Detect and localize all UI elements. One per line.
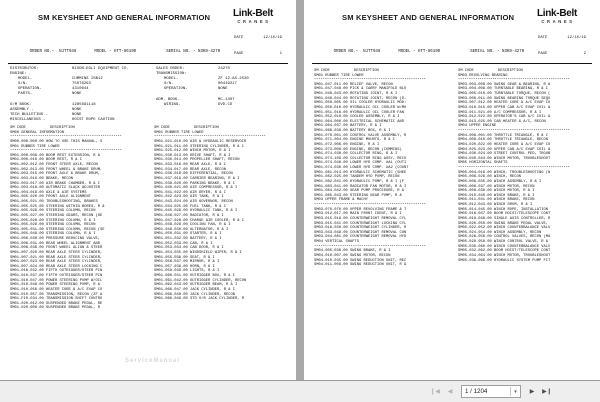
listing-entry: SM05-004-016.00 WINCH, TROUBLESHOOTING (N [458, 170, 551, 175]
page-1-order-line [8, 43, 288, 61]
listing-entry: SM01-054-035.00 WINDSHIELD WIPER, R & I [154, 250, 242, 255]
listing-entry: SM01-041-022.00 AIR DRYER, R & I [154, 190, 227, 195]
listing-entry: SM01-007-021.00 REAR AXLE STEER CYLINDER, [10, 255, 103, 260]
listing-entry: SM05-018-049.00 SINGLE AXIS CONTROLLER, R [458, 216, 551, 221]
page-separator [296, 0, 304, 380]
listing-entry: SM03-013-025.00 CAB HEATER & A/C, RECON [458, 119, 546, 124]
listing-entry: SM03-044-081.00 COUNTERWEIGHT REMOVAL HYD [314, 235, 407, 240]
machine-info-left [8, 67, 150, 123]
column-header-description: DESCRIPTION [194, 126, 219, 131]
listing-entry: SM01-064-000.00 ELECTRICAL SCHEMATIC AND [314, 119, 405, 124]
listing-entry: SM01-085-043.00 STEERING GEAR PUMP, R & [314, 193, 402, 198]
date-value: 12/10/19 [567, 36, 586, 41]
listing-entry: SM01-005-020.00 FRONT AXLE ALIGNMENT [10, 195, 92, 200]
info-value: NONE [218, 87, 228, 92]
logo-tagline: CRANES [541, 19, 575, 24]
listing-entry: SM05-024-054.00 WINCH ASSEMBLY, RECON [458, 230, 542, 235]
listing-entry: SM01-061-042.00 OUTRIGGER CYLINDER, RECON [154, 278, 247, 283]
logo-wordmark: Link-Belt [536, 8, 578, 19]
listing-entry: SM04-030-024.00 STREET CONTROL PED, TROUB [458, 152, 551, 157]
listing-entry: SM04-040-044.00 WINCH MOTOR, TROUBLESHOOT [458, 156, 551, 161]
listing-entry: SM01-050-031.00 STARTER, R & I [154, 232, 222, 237]
listing-entry: SM01-005-031.00 STEERING COLUMN, RECON (SE [10, 227, 105, 232]
listing-entry: SM01-048-044.00 ROTATING JOINT, RECON (D- [314, 96, 407, 101]
listing-entry: SM01-005-027.00 STEERING GEARS, RECON (SE [10, 213, 103, 218]
page-number-value: 1 [279, 52, 282, 57]
listing-entry: SM04-025-023.00 UPPER CAB A/C EVAP COIL & [458, 147, 551, 152]
listing-entry: SM01-020-012.00 SUSPENDED BRAKE PEDAL, RE [10, 301, 103, 306]
column-header-code: SM CODE [10, 126, 26, 131]
listing-entry: SM03-006-011.00 SWING BEARING TORQUE SEQU [458, 96, 551, 101]
listing-entry: SM01-010-032.00 FIFTH OUTRIGGER/STEER PIN [10, 269, 103, 274]
listing-entry: SM01-047-048.00 PICK & CARRY MANIFOLD BLO [314, 87, 407, 92]
listing-entry: SM04-008-010.00 THROTTLE TRIANGLE, RECON [458, 138, 549, 143]
listing-entry: SM01-046-027.00 RADIATOR, R & I [154, 213, 224, 218]
listing-entry: SM01-005-025.00 STEERING WITHIN BORES, R & [10, 204, 105, 209]
order-number: ORDER NO.- NJTT946 [333, 50, 381, 54]
listing-entry: SM01-073-008.00 ENGINE, RECON (CUMMINS) [314, 147, 402, 152]
column-header-description: DESCRIPTION [498, 69, 523, 73]
info-value: CUMMINS ISB12 [72, 77, 103, 82]
listing-entry: SM04-020-022.00 HEATER CORE & A/C EVAP CO [458, 142, 551, 147]
machine-info-block [8, 67, 288, 123]
listing-entry: SM01-040-021.00 AIR COMPRESSOR, R & I [154, 186, 238, 191]
listing-section-title: SM01 RUBBER TIRE LOWER [10, 144, 60, 149]
info-value: HOIST ROPE CAUTION [72, 117, 115, 122]
chevron-down-icon[interactable]: ▾ [510, 387, 520, 396]
listing-entry: SM01-072-006.00 ENGINE, R & I [314, 142, 380, 147]
listing-entry: SM01-050-005.00 OIL COOLER HYDRAULIC MOD: [314, 101, 407, 106]
page-number-label: PAGE [538, 52, 548, 57]
listing-section-title: SM03 REVOLVING BEARING [458, 73, 508, 78]
next-page-button[interactable]: ▶ [526, 386, 538, 397]
page-title: SM KEYSHEET AND GENERAL INFORMATION [38, 13, 211, 22]
listing-entry: SM05-034-064.00 WINCH MOTOR, TROUBLESHOOT [458, 253, 551, 258]
listing-entry: SM01-052-018.00 COOLER ASSEMBLY, R & I [314, 115, 400, 120]
info-label: S/N- [164, 82, 174, 87]
listing-entry: SM01-010-056.00 HEATER CORE & A/C EVAP CO [10, 287, 103, 292]
listing-entry: SM01-070-001.00 CONTROL VALVE ASSEMBLY, R [314, 133, 407, 138]
listing-entry: SM01-037-019.00 CARRIER BEARING, R & I [154, 176, 240, 181]
listing-entry: SM01-038-020.00 PARKING BRAKE, R & I [154, 181, 236, 186]
listing-entry: SM01-021-011.00 STEERING CYLINDER, R & I [154, 144, 245, 149]
listing-entry: SM05-006-035.00 WINCH ASSEMBLY, R & I [458, 179, 542, 184]
document-page-1 [0, 0, 296, 380]
info-row [156, 103, 296, 108]
logo-wordmark: Link-Belt [232, 8, 274, 19]
info-label: SALES ORDER: [156, 67, 185, 71]
listing-entry: SM04-008-001.00 THROTTLE TRIANGLE, R & I [458, 133, 549, 138]
listing-entry: SM04-011-009.00 SWING REDUCTION UNIT, R & [314, 263, 407, 268]
listing-entry: SM01-081-014.00 HYDRAULIC SCHEMATIC (SHEE [314, 170, 407, 175]
listing-entry: SM05-016-047.00 BOOM HOIST/TELESCOPE CONT [458, 212, 551, 217]
column-header-code: SM CODE [458, 69, 474, 73]
listing-section-divider: **************************************************** [314, 244, 426, 249]
listing-entry: SM01-082-025.00 TANDEM HYD PUMP, RECON [314, 175, 400, 180]
logo-tagline: CRANES [237, 19, 271, 24]
listing-entry: SM05-012-043.00 WINCH DRUM, R & I [458, 203, 533, 208]
listing-entry: SM01-006-031.00 REAR WHEEL ALIGNMENT AND [10, 241, 101, 246]
listing-entry: SM01-036-018.00 DIFFERENTIAL, RECON [154, 172, 233, 177]
fit-page-icon[interactable] [578, 386, 590, 397]
listing-entry: SM05-036-066.00 HYDRAULIC SYSTEM PUMP FIT [458, 258, 551, 263]
listing-entry: SM03-007-012.00 HEATER CORE & A/C EVAP CO [458, 101, 551, 106]
listing-entry: SM01-074-030.00 LOWER HYD COMP. #A2 (COUNT [314, 166, 409, 171]
info-label: ENGINE: [10, 72, 27, 77]
info-label: MODEL- [164, 77, 179, 82]
listing-section-divider: **************************************************** [154, 135, 266, 140]
listing-entry: SM03-012-022.00 OPERATOR'S CAB A/C COIL & [458, 115, 551, 120]
listing-entry: SM01-F10-034.00 TRANSMISSION SHIFT CONTRO [10, 297, 103, 302]
info-value: 24270 [218, 67, 230, 71]
listing-entry: SM01-003-015.00 FRONT AXLE & BRAKE DRUM, [10, 172, 101, 177]
info-label: OPERATION- [18, 87, 42, 92]
listing-entry: SM01-005-029.00 STEERING COLUMN, RECON [10, 223, 96, 228]
listing-entry: SM01-003-018.00 AUTOMATIC SLACK ADJUSTER [10, 186, 101, 191]
listing-entry: SM01-083-041.00 RADIATOR FAN MOTOR, R & I [314, 184, 407, 189]
listing-entry: SM01-005-048.00 STEERING COLUMN, R & I [10, 232, 96, 237]
info-value: NONE [72, 92, 82, 97]
listing-entry: SM00-000-000.00 HOW TO USE THIS MANUAL, S [10, 139, 103, 144]
listing-section-title: SM03 UPPER FRAME & MACHY [314, 198, 369, 203]
listing-entry: SM01-005-026.00 STEERING COLUMN, RECON [10, 209, 96, 214]
listing-entry: SM01-084-042.00 GEAR PUMP PROCEDURE, R & [314, 189, 405, 194]
listing-entry: SM01-021-010.00 AIR & HYDRAULIC RESERVOIR [154, 139, 247, 144]
date-label: DATE [234, 36, 244, 41]
listing-section-title: SM05 HORIZONTAL SHAFTS [458, 161, 508, 166]
listing-entry: SM01-044-025.00 FUEL TANK, R & I [154, 204, 227, 209]
listing-entry: SM01-047-028.00 CHARGE AIR COOLER, R & I [154, 218, 245, 223]
info-label: O/M BOOK- [10, 102, 32, 107]
listing-section-title: SM04 VERTICAL SHAFTS [314, 240, 360, 245]
listing-entry: SM01-064-037.00 BATTERY, R & I [314, 124, 382, 129]
listing-entry: SM04-005-036.00 SWING BRAKE, R & I [314, 249, 391, 254]
info-label: MISCELLANEOUS - [10, 117, 46, 122]
listing-entry: SM01-006-030.00 PRESSURE REDUCING VALVE, [10, 237, 101, 241]
listing-entry: SM01-060-041.00 OUTRIGGER BOX, R & I [154, 274, 236, 279]
listing-entry: SM01-074-046.00 LOWER HYD COMP. #A1 (OUTI [314, 161, 407, 166]
listing-entry: SM01-066-049.00 STD O/R JACK CYLINDER, R [154, 297, 245, 302]
listing-entry: SM01-055-036.00 SEAT, R & I [154, 255, 215, 260]
listing-entry: SM05-030-060.00 WINCH COUNTERBALANCE VALV [458, 244, 551, 249]
listing-entry: SM01-010-057.00 TRANSMISSION, RECON (ZF A [10, 292, 103, 297]
listing-column-left [8, 126, 148, 311]
date-label: DATE [538, 36, 548, 41]
listing-entry: SM01-047-011.00 RELIEF VALVE, RECON [314, 82, 393, 87]
info-value: MC-1407 [218, 97, 235, 102]
listing-entry: SM05-020-050.00 SWING BRAKE PEDAL VALVE, [458, 221, 549, 226]
watermark: ServiceManual [125, 358, 181, 364]
info-label: S/N- [18, 82, 28, 87]
listing-entry: SM03-005-010.00 TURNTABLE TORQUE, RECON ( [458, 92, 551, 97]
info-label: PARTS- [18, 92, 33, 97]
listing-section-divider: **************************************************** [314, 203, 426, 208]
listing-entry: SM01-033-016.00 REAR AXLE, R & I [154, 163, 227, 168]
listing-entry: SM01-057-038.00 HORN, R & I [154, 264, 215, 269]
listing-entry: SM01-020-008.00 SUSPENDED BRAKE PEDAL, R [10, 306, 101, 311]
listing-entry: SM01-003-017.00 AIR BRAKE CHAMBER, R & I [10, 181, 101, 186]
info-value: 00419217 [218, 82, 237, 87]
listing-entry: SM01-051-032.00 BATTERY, R & I [154, 237, 222, 242]
listing-entry: SM01-000-008.00 BOOM REST EXTENSION, R & [10, 153, 101, 158]
info-label: OPERATION- [164, 87, 188, 92]
listing-entry: SM01-045-026.00 HYDRAULIC TANK, R & I [154, 209, 238, 214]
page-number-input[interactable] [462, 387, 510, 396]
listing-entry: SM05-028-058.00 WINCH CONTROL VALVE, R & [458, 240, 549, 245]
model-number: MODEL - HTT-86100 [398, 50, 441, 54]
listing-entry: SM01-049-030.00 ALTERNATOR, R & I [154, 227, 229, 232]
first-page-button[interactable]: ❙◀ [429, 386, 441, 397]
serial-number: SERIAL NO. - N3K9-4270 [166, 50, 221, 54]
listing-section-title: SM01 RUBBER TIRE LOWER [314, 73, 364, 78]
listing-entry: SM01-048-029.00 COOLING FAN, R & I [154, 223, 231, 228]
listing-column-right [452, 69, 592, 268]
listing-section-divider: **************************************************** [10, 149, 122, 154]
listing-entry: SM05-014-045.00 WINCH ROPE, INSTALLATION [458, 207, 549, 212]
last-page-button[interactable]: ▶❙ [541, 386, 553, 397]
listing-entry: SM01-053-034.00 CAB DOOR, R & I [154, 246, 224, 251]
column-header-code: SM CODE [154, 126, 170, 131]
listing-entry: SM01-007-020.00 REAR AXLE STEER CYLINDER, [10, 250, 103, 255]
info-value: NONE [72, 107, 82, 112]
listing-entry: SM01-010-037.00 FIFTH OUTRIGGER/STEER PIN [10, 274, 103, 278]
listing-column-right [148, 126, 288, 311]
listing-entry: SM01-042-023.00 AIR TANK, R & I [154, 195, 224, 200]
info-label: MODEL- [18, 77, 33, 82]
listing-entry: SM01-066-047.00 JACK CYLINDER, R & I [154, 287, 236, 292]
info-value: NIXON-EGLI EQUIPMENT CO. [72, 67, 129, 71]
listing-entry: SM03-011-021.00 A/C COMPRESSOR, R & I [458, 110, 542, 115]
info-value: ZF 12-AS-2530 [218, 77, 249, 82]
info-value: DVD-CD [218, 102, 233, 107]
listing-entry: SM01-002-013.00 FRONT WHEEL & BRAKE DRUM, [10, 167, 103, 172]
info-label: ASSEMBLY - [10, 107, 34, 112]
info-value: 4310644 [72, 87, 89, 92]
listing-entry: SM01-003-016.00 BRAKE, RECON [10, 176, 74, 181]
listing-entry: SM05-010-040.00 WINCH BRAKE, R & I [458, 193, 535, 198]
listing-entry: SM01-030-013.00 DRIVE SHAFT, R & I [154, 153, 231, 158]
machine-info-right [150, 67, 296, 123]
listing-entry: SM01-048-043.00 ROTATING JOINT, R & I [314, 92, 398, 97]
listing-entry: SM03-003-008.00 SWING GEAR & BEARING, R & [458, 82, 551, 87]
listing-section-title: SM04 UPPER ENGINE [458, 124, 497, 129]
listing-entry: SM01-062-043.00 OUTRIGGER BEAM, R & I [154, 283, 238, 288]
link-belt-logo [222, 8, 284, 25]
listing-entry: SM05-006-028.00 WINCH, RECON [458, 175, 522, 180]
listing-entry: SM01-056-037.00 MIRROR, R & I [154, 260, 220, 265]
link-belt-logo [526, 8, 588, 25]
listing-entry: SM01-006-036.00 FRONT WHEEL ALIGN & STEER [10, 246, 103, 251]
date-value: 12/10/19 [263, 36, 282, 41]
listing-section-divider: **************************************************** [314, 78, 426, 83]
page-1-code-listing [8, 126, 288, 311]
listing-entry: SM01-066-038.00 BATTERY BOX, R & I [314, 129, 391, 134]
viewer-toolbar [0, 380, 600, 402]
listing-entry: SM01-043-024.00 AIR GOVERNOR, RECON [154, 200, 233, 205]
listing-entry: SM03-012-017.00 MAIN FRONT IDENT, R & I [314, 212, 402, 217]
info-label: ADM. BOOK- [156, 97, 180, 102]
listing-entry: SM01-052-033.00 CAB, R & I [154, 241, 213, 246]
listing-entry: SM03-016-030.00 COUNTERWEIGHT CYLINDER, R [314, 226, 407, 231]
listing-entry: SM01-030-014.00 PROPELLER SHAFT, RECON [154, 158, 240, 163]
listing-entry: SM01-000-010.00 BOOM REST, R & I [10, 158, 83, 163]
listing-section-title: SM00 GENERAL INFORMATION [10, 130, 65, 135]
listing-entry: SM03-010-015.00 UPPER CAB A/C EVAP COIL & [458, 105, 551, 110]
serial-number: SERIAL NO. - N3K9-4270 [470, 50, 525, 54]
listing-entry: SM01-058-039.00 LIGHTS, R & I [154, 269, 220, 274]
document-page-2 [304, 0, 600, 380]
listing-entry: SM03-015-019.00 COUNTERWEIGHT REMOVAL CYL [314, 216, 407, 221]
listing-entry: SM01-005-028.00 STEERING COLUMN, R & I [10, 218, 96, 223]
listing-entry: SM01-034-017.00 REAR AXLE, RECON [154, 167, 227, 172]
order-number: ORDER NO.- NJTT946 [29, 50, 77, 54]
page-2-code-listing [312, 69, 592, 268]
listing-section-divider: **************************************************** [458, 78, 570, 83]
listing-entry: SM01-004-019.00 AXLE & AIR SYSTEMS [10, 190, 87, 195]
info-row [10, 118, 150, 123]
page-number-label: PAGE [234, 52, 244, 57]
listing-section-divider: **************************************************** [458, 129, 570, 134]
listing-entry: SM01-071-004.00 ENGINE MOUNTS, R & I [314, 138, 396, 143]
listing-entry: SM04-010-007.00 SWING MOTOR, RECON [314, 253, 391, 258]
listing-entry: SM03-043-049.00 COUNTERWEIGHT REMOVAL CON [314, 230, 407, 235]
listing-entry: SM03-070-070.00 UPPER REVOLVING FRAME & T [314, 207, 407, 212]
page-title: SM KEYSHEET AND GENERAL INFORMATION [342, 13, 515, 22]
listing-entry: SM01-007-024.00 REAR AXLE STEER LOCKING C [10, 264, 103, 269]
listing-entry: SM01-074-030.00 COLLECTOR RING, R & I [314, 152, 398, 157]
info-label: DISTRIBUTOR: [10, 67, 39, 71]
column-header-description: DESCRIPTION [50, 126, 75, 131]
info-value: 1285691118 [72, 102, 96, 107]
listing-entry: SM01-002-012.00 FRONT STEER AXLE, RECON [10, 163, 98, 167]
info-value: 75076293 [72, 82, 91, 87]
info-value: NONE [72, 112, 82, 117]
listing-entry: SM05-022-052.00 WINCH COUNTERBALANCE VALV [458, 226, 551, 231]
listing-entry: SM03-015-041.00 COUNTERWEIGHT LOCKING CYL [314, 221, 407, 226]
listing-entry: SM05-032-062.00 BOOM HOIST/TELESCOPE CONT [458, 249, 551, 254]
listing-entry: SM05-011-041.00 WINCH BRAKE, RECON [458, 198, 535, 203]
info-label: TRANSMISSION: [156, 72, 187, 77]
listing-column-left [312, 69, 452, 268]
model-number: MODEL - HTT-86100 [94, 50, 137, 54]
listing-entry: SM05-008-038.00 WINCH MOTOR, R & I [458, 189, 535, 194]
page-number-value: 2 [583, 52, 586, 57]
listing-entry: SM01-010-048.00 POWER STEERING PUMP, R & [10, 283, 101, 288]
column-header-description: DESCRIPTION [354, 69, 379, 73]
listing-entry: SM01-082-041.00 HYDRAULIC PUMP, R & I (F [314, 179, 405, 184]
listing-entry: SM01-050-010.00 HYDRAULIC OIL COOLER W/MO [314, 105, 407, 110]
listing-section-title: SM01 RUBBER TIRE LOWER [154, 130, 204, 135]
page-2-order-line [312, 43, 592, 61]
listing-entry: SM04-010-035.00 SWING REDUCTION UNIT, REC [314, 258, 407, 263]
info-label: TECH BULLETINS - [10, 112, 48, 117]
listing-entry: SM01-005-021.00 TROUBLESHOOTING, BRAKES [10, 200, 98, 204]
listing-entry: SM05-006-037.00 WINCH MOTOR, RECON [458, 184, 535, 189]
previous-page-button[interactable]: ◀ [444, 386, 456, 397]
listing-section-divider: **************************************************** [10, 135, 122, 140]
listing-entry: SM01-010-047.00 POWER STEERING PUMP W/OIL [10, 278, 103, 283]
info-label: WIRING- [164, 102, 181, 107]
listing-entry: SM01-007-023.00 REAR AXLE STEER CYLINDER, [10, 260, 103, 265]
listing-entry: SM01-074-109.00 COLLECTOR RING ASSY, RECO [314, 156, 407, 161]
column-header-code: SM CODE [314, 69, 330, 73]
listing-section-divider: **************************************************** [458, 166, 570, 171]
listing-entry: SM05-026-056.00 CONTROL VALVES, RECON (MA [458, 235, 551, 240]
listing-entry: SM03-004-009.00 TURNTABLE BEARING, R & I [458, 87, 549, 92]
listing-entry: SM01-066-048.00 JACK CYLINDER, RECON [154, 292, 236, 297]
rotate-icon[interactable] [563, 386, 575, 397]
listing-entry: SM01-025-012.00 WINCH MOTOR, R & I [154, 149, 231, 154]
page-number-field-wrapper[interactable] [461, 385, 521, 398]
listing-entry: SM01-051-016.00 HYDRAULIC OIL COOLER FAN [314, 110, 405, 115]
